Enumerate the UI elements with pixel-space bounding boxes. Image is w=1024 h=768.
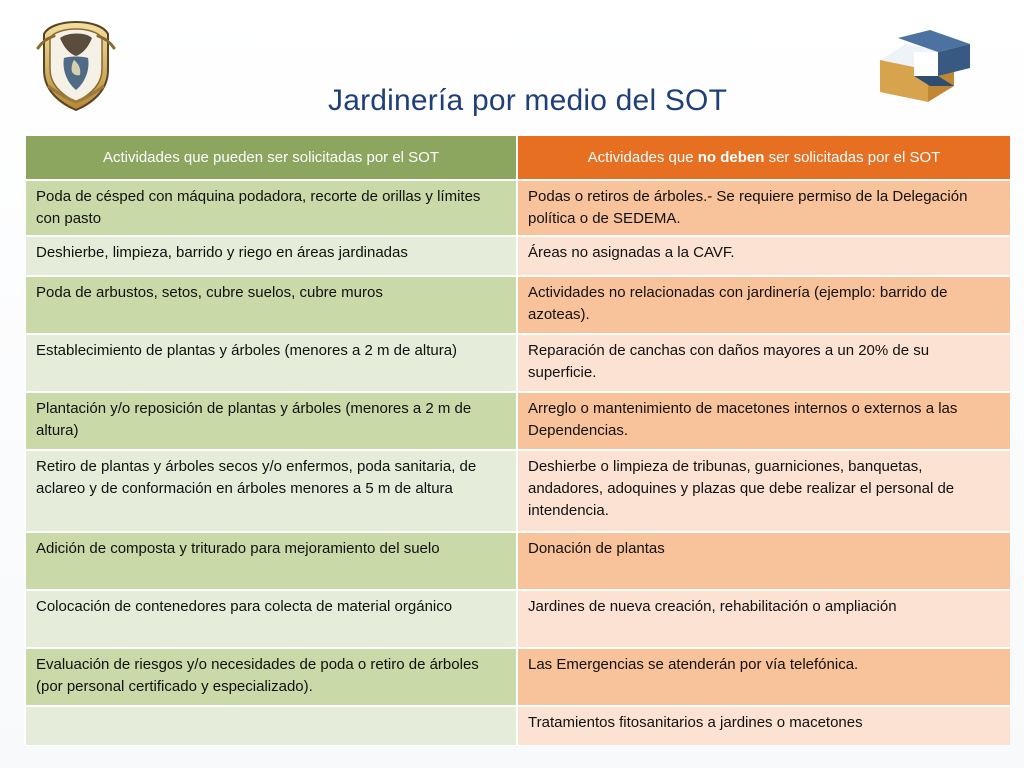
table-row xyxy=(25,236,1010,276)
not-allowed-activity-cell xyxy=(517,392,1010,450)
not-allowed-activity-cell xyxy=(517,706,1010,746)
allowed-activity-text: Poda de césped con máquina podadora, recorte de orillas y límites con pasto xyxy=(36,188,481,227)
allowed-activity-cell xyxy=(25,392,517,450)
not-allowed-activity-cell xyxy=(517,236,1010,276)
not-allowed-activity-text: Donación de plantas xyxy=(528,540,665,557)
not-allowed-activity-text: Deshierbe o limpieza de tribunas, guarniciones, banquetas, andadores, adoquines y plazas que debe realizar el personal de intendencia. xyxy=(528,458,955,519)
allowed-activity-cell xyxy=(25,450,517,532)
not-allowed-header-suffix: ser solicitadas por el SOT xyxy=(764,148,941,166)
not-allowed-activity-cell xyxy=(517,590,1010,648)
not-allowed-activity-text: Reparación de canchas con daños mayores a un 20% de su superficie. xyxy=(528,342,930,381)
not-allowed-activity-cell xyxy=(517,648,1010,706)
table-header-row xyxy=(25,135,1010,180)
allowed-activity-text xyxy=(36,712,506,734)
activities-table xyxy=(24,134,1010,746)
not-allowed-activity-text: Arreglo o mantenimiento de macetones internos o externos a las Dependencias. xyxy=(528,400,958,439)
allowed-activity-cell xyxy=(25,334,517,392)
allowed-activity-text: Establecimiento de plantas y árboles (menores a 2 m de altura) xyxy=(36,342,458,359)
allowed-activity-text: Evaluación de riesgos y/o necesidades de poda o retiro de árboles (por personal certificado y especializado). xyxy=(36,656,479,695)
page-title: Jardinería por medio del SOT xyxy=(328,84,728,117)
table-row xyxy=(25,590,1010,648)
table-row xyxy=(25,648,1010,706)
allowed-activity-text: Poda de arbustos, setos, cubre suelos, cubre muros xyxy=(36,284,383,301)
activities-table-container xyxy=(24,134,1010,746)
allowed-activity-cell xyxy=(25,180,517,236)
table-row xyxy=(25,180,1010,236)
allowed-activity-text: Deshierbe, limpieza, barrido y riego en áreas jardinadas xyxy=(36,244,408,261)
allowed-activity-cell xyxy=(25,706,517,746)
table-row xyxy=(25,392,1010,450)
not-allowed-activity-text: Tratamientos fitosanitarios a jardines o macetones xyxy=(528,714,863,731)
not-allowed-activity-text: Jardines de nueva creación, rehabilitación o ampliación xyxy=(528,598,897,615)
abstract-3d-logo-icon xyxy=(872,30,976,108)
allowed-activities-header xyxy=(25,135,517,180)
not-allowed-activity-text: Áreas no asignadas a la CAVF. xyxy=(528,244,735,261)
not-allowed-activity-text: Actividades no relacionadas con jardinería (ejemplo: barrido de azoteas). xyxy=(528,284,948,323)
table-row xyxy=(25,334,1010,392)
allowed-activity-cell xyxy=(25,276,517,334)
allowed-activity-text: Plantación y/o reposición de plantas y árboles (menores a 2 m de altura) xyxy=(36,400,472,439)
unam-crest-icon xyxy=(32,14,120,114)
not-allowed-activity-cell xyxy=(517,450,1010,532)
allowed-activity-cell xyxy=(25,590,517,648)
allowed-activity-text: Colocación de contenedores para colecta de material orgánico xyxy=(36,598,453,615)
not-allowed-header-prefix: Actividades que xyxy=(587,148,698,166)
allowed-activity-cell xyxy=(25,236,517,276)
not-allowed-activity-cell xyxy=(517,180,1010,236)
not-allowed-activity-text: Podas o retiros de árboles.- Se requiere permiso de la Delegación política o de SEDEMA. xyxy=(528,188,968,227)
not-allowed-activity-cell xyxy=(517,532,1010,590)
allowed-activities-header-text: Actividades que pueden ser solicitadas por el SOT xyxy=(102,148,440,166)
table-row xyxy=(25,450,1010,532)
table-row xyxy=(25,532,1010,590)
allowed-activity-text: Adición de composta y triturado para mejoramiento del suelo xyxy=(36,540,440,557)
not-allowed-activities-header xyxy=(517,135,1010,180)
not-allowed-activity-cell xyxy=(517,334,1010,392)
not-allowed-activity-text: Las Emergencias se atenderán por vía telefónica. xyxy=(528,656,859,673)
table-row xyxy=(25,276,1010,334)
allowed-activity-cell xyxy=(25,648,517,706)
allowed-activity-cell xyxy=(25,532,517,590)
not-allowed-activity-cell xyxy=(517,276,1010,334)
not-allowed-header-emphasis: no deben xyxy=(697,148,765,166)
table-row xyxy=(25,706,1010,746)
allowed-activity-text: Retiro de plantas y árboles secos y/o enfermos, poda sanitaria, de aclareo y de conformación en árboles menores a 5 m de altura xyxy=(36,458,477,497)
